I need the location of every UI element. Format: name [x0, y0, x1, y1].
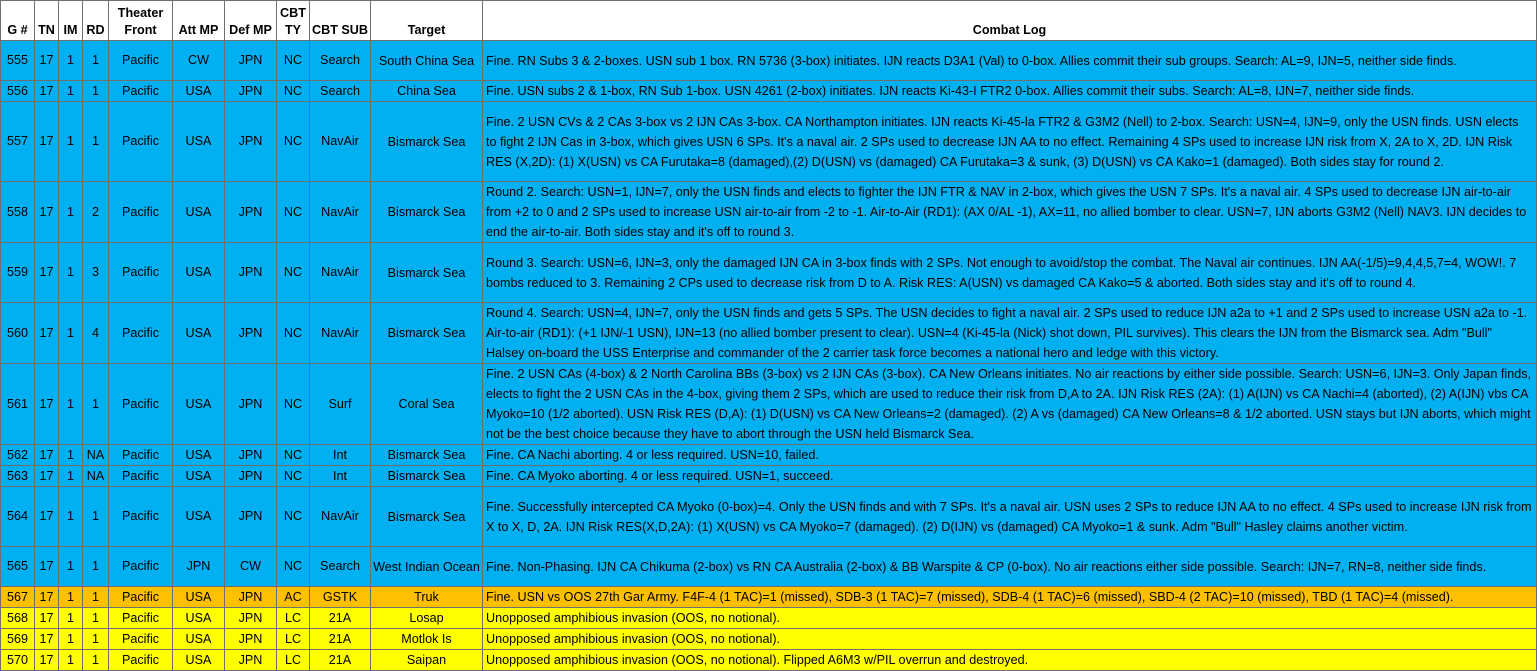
cell-game-number: 563 — [1, 466, 35, 487]
cell-defender-mp: JPN — [225, 243, 277, 303]
cell-target: China Sea — [371, 81, 483, 102]
cell-defender-mp: JPN — [225, 487, 277, 547]
cell-theater-front: Pacific — [109, 650, 173, 671]
cell-combat-log: Fine. 2 USN CAs (4-box) & 2 North Carolina BBs (3-box) vs 2 IJN CAs (3-box). CA New Orleans initiates. No air reactions by either side possible. Search: USN=6, IJN=3. Only Japan finds, elects to fight the 2 USN CAs in the 4-box, giving them 2 SPs, which are used to reduce their risk from D,A to 2A. IJN Risk RES (2A): (1) A(IJN) vs CA Nachi=4 (aborted), (2) A(IJN) vbs CA Myoko=10 (1/2 aborted). USN Risk RES (D,A): (1) D(USN) vs CA New Orleans=2 (damaged). (2) A vs (damaged) CA New Orleans=8 & 1/2 aborted. USN stays but IJN aborts, which might not be the best choice because they have to abort through the USN held Bismarck Sea. — [483, 364, 1537, 445]
cell-attacker-mp: USA — [173, 182, 225, 243]
cell-turn-number: 17 — [35, 547, 59, 587]
cell-game-number: 562 — [1, 445, 35, 466]
cell-attacker-mp: USA — [173, 587, 225, 608]
cell-combat-sub: 21A — [310, 650, 371, 671]
cell-combat-sub: 21A — [310, 629, 371, 650]
cell-defender-mp: JPN — [225, 41, 277, 81]
cell-game-number: 567 — [1, 587, 35, 608]
cell-combat-log: Fine. 2 USN CVs & 2 CAs 3-box vs 2 IJN CAs 3-box. CA Northampton initiates. IJN reacts Ki-45-la FTR2 & G3M2 (Nell) to 2-box. Search: USN=4, IJN=9, only the USN finds. USN elects to fight 2 IJN Cas in 3-box, which gives USN 6 SPs. It's a naval air. 2 SPs used to decrease IJN AA to no effect. Remaining 4 SPs used to increase IJN risk from X, 2A to X, 2D. IJN Risk RES (X,2D): (1) X(USN) vs CA Furutaka=8 (damaged),(2) D(USN) vs (damaged) CA Furutaka=3 & sunk, (3) D(USN) vs CA Kako=1 (damaged). Both sides stay for round 2. — [483, 102, 1537, 182]
cell-combat-sub: 21A — [310, 608, 371, 629]
header-row — [1, 1, 1537, 41]
cell-attacker-mp: USA — [173, 303, 225, 364]
cell-game-number: 561 — [1, 364, 35, 445]
cell-defender-mp: JPN — [225, 445, 277, 466]
cell-turn-number: 17 — [35, 487, 59, 547]
table-row — [1, 587, 1537, 608]
cell-target: Losap — [371, 608, 483, 629]
table-row — [1, 364, 1537, 445]
cell-target: Bismarck Sea — [371, 102, 483, 182]
table-row — [1, 303, 1537, 364]
cell-target: Bismarck Sea — [371, 243, 483, 303]
cell-combat-type: LC — [277, 650, 310, 671]
cell-impulse: 1 — [59, 41, 83, 81]
table-row — [1, 608, 1537, 629]
header-target: Target — [371, 1, 483, 41]
cell-target: Truk — [371, 587, 483, 608]
cell-combat-sub: NavAir — [310, 243, 371, 303]
table-row — [1, 182, 1537, 243]
cell-round: 1 — [83, 650, 109, 671]
cell-combat-sub: Int — [310, 445, 371, 466]
cell-impulse: 1 — [59, 629, 83, 650]
cell-combat-type: NC — [277, 487, 310, 547]
cell-round: 3 — [83, 243, 109, 303]
header-rd: RD — [83, 1, 109, 41]
header-theater: Theater Front — [109, 1, 173, 41]
cell-round: 4 — [83, 303, 109, 364]
header-game: G # — [1, 1, 35, 41]
header-tn: TN — [35, 1, 59, 41]
cell-defender-mp: JPN — [225, 466, 277, 487]
cell-combat-log: Round 3. Search: USN=6, IJN=3, only the damaged IJN CA in 3-box finds with 2 SPs. Not enough to avoid/stop the combat. The Naval air continues. IJN AA(-1/5)=9,4,4,5,7=4, WOW!. 7 bombs reduced to 3. Remaining 2 CPs used to decrease risk from D to A. Risk RES: A(USN) vs damaged CA Kako=5 & aborted. Both sides stay and it's off to round 4. — [483, 243, 1537, 303]
cell-game-number: 565 — [1, 547, 35, 587]
cell-combat-type: NC — [277, 81, 310, 102]
header-def-mp: Def MP — [225, 1, 277, 41]
cell-defender-mp: JPN — [225, 608, 277, 629]
cell-combat-log: Fine. USN subs 2 & 1-box, RN Sub 1-box. USN 4261 (2-box) initiates. IJN reacts Ki-43-I FTR2 0-box. Allies commit their subs. Search: AL=8, IJN=7, neither side finds. — [483, 81, 1537, 102]
cell-round: 1 — [83, 547, 109, 587]
cell-theater-front: Pacific — [109, 81, 173, 102]
cell-combat-type: NC — [277, 303, 310, 364]
cell-round: 2 — [83, 182, 109, 243]
cell-turn-number: 17 — [35, 650, 59, 671]
cell-combat-type: NC — [277, 547, 310, 587]
table-row — [1, 629, 1537, 650]
table-row — [1, 487, 1537, 547]
cell-combat-type: NC — [277, 102, 310, 182]
cell-combat-sub: NavAir — [310, 102, 371, 182]
cell-game-number: 560 — [1, 303, 35, 364]
cell-theater-front: Pacific — [109, 608, 173, 629]
cell-impulse: 1 — [59, 587, 83, 608]
cell-combat-sub: Search — [310, 547, 371, 587]
cell-combat-sub: Search — [310, 81, 371, 102]
cell-impulse: 1 — [59, 303, 83, 364]
table-row — [1, 81, 1537, 102]
cell-game-number: 557 — [1, 102, 35, 182]
cell-defender-mp: JPN — [225, 81, 277, 102]
cell-combat-log: Fine. RN Subs 3 & 2-boxes. USN sub 1 box. RN 5736 (3-box) initiates. IJN reacts D3A1 (Val) to 0-box. Allies commit their sub groups. Search: AL=9, IJN=5, neither side finds. — [483, 41, 1537, 81]
cell-theater-front: Pacific — [109, 587, 173, 608]
cell-combat-log: Unopposed amphibious invasion (OOS, no notional). Flipped A6M3 w/PIL overrun and destroyed. — [483, 650, 1537, 671]
cell-theater-front: Pacific — [109, 445, 173, 466]
table-row — [1, 41, 1537, 81]
cell-attacker-mp: USA — [173, 364, 225, 445]
cell-impulse: 1 — [59, 466, 83, 487]
cell-attacker-mp: USA — [173, 81, 225, 102]
cell-combat-type: LC — [277, 608, 310, 629]
cell-round: 1 — [83, 608, 109, 629]
cell-combat-log: Fine. CA Myoko aborting. 4 or less required. USN=1, succeed. — [483, 466, 1537, 487]
cell-combat-log: Fine. USN vs OOS 27th Gar Army. F4F-4 (1 TAC)=1 (missed), SDB-3 (1 TAC)=7 (missed), SDB-4 (1 TAC)=6 (missed), SBD-4 (2 TAC)=10 (missed), TBD (1 TAC)=4 (missed). — [483, 587, 1537, 608]
cell-game-number: 556 — [1, 81, 35, 102]
cell-combat-type: NC — [277, 41, 310, 81]
cell-theater-front: Pacific — [109, 364, 173, 445]
cell-attacker-mp: CW — [173, 41, 225, 81]
table-row — [1, 466, 1537, 487]
cell-combat-log: Round 4. Search: USN=4, IJN=7, only the USN finds and gets 5 SPs. The USN decides to fight a naval air. 2 SPs used to reduce IJN a2a to +1 and 2 SPs used to increase USN a2a to -1. Air-to-air (RD1): (+1 IJN/-1 USN), IJN=13 (no allied bomber present to clear). USN=4 (Ki-45-la (Nick) shot down, PIL survives). This clears the IJN from the Bismarck sea. Adm "Bull" Halsey on-board the USS Enterprise and commander of the 2 carrier task force becomes a national hero and ledge with this victory. — [483, 303, 1537, 364]
cell-round: NA — [83, 466, 109, 487]
cell-target: Coral Sea — [371, 364, 483, 445]
cell-round: 1 — [83, 41, 109, 81]
cell-combat-log: Round 2. Search: USN=1, IJN=7, only the USN finds and elects to fighter the IJN FTR & NAV in 2-box, which gives the USN 7 SPs. It's a naval air. 4 SPs used to decrease IJN air-to-air from +2 to 0 and 2 SPs used to increase USN air-to-air from -2 to -1. Air-to-Air (RD1): (AX 0/AL -1), AX=11, no allied bomber to clear. USN=7, IJN aborts G3M2 (Nell) NAV3. IJN decides to end the air-to-air. Both sides stay and it's off to round 3. — [483, 182, 1537, 243]
cell-defender-mp: CW — [225, 547, 277, 587]
cell-theater-front: Pacific — [109, 629, 173, 650]
cell-round: 1 — [83, 487, 109, 547]
header-att-mp: Att MP — [173, 1, 225, 41]
header-combat-log: Combat Log — [483, 1, 1537, 41]
cell-round: 1 — [83, 587, 109, 608]
cell-target: Bismarck Sea — [371, 445, 483, 466]
cell-theater-front: Pacific — [109, 182, 173, 243]
cell-attacker-mp: USA — [173, 650, 225, 671]
cell-turn-number: 17 — [35, 445, 59, 466]
cell-attacker-mp: USA — [173, 243, 225, 303]
cell-combat-log: Fine. CA Nachi aborting. 4 or less required. USN=10, failed. — [483, 445, 1537, 466]
table-row — [1, 445, 1537, 466]
cell-combat-sub: NavAir — [310, 303, 371, 364]
header-cbt-ty: CBT TY — [277, 1, 310, 41]
cell-turn-number: 17 — [35, 466, 59, 487]
cell-turn-number: 17 — [35, 629, 59, 650]
cell-combat-type: NC — [277, 182, 310, 243]
cell-turn-number: 17 — [35, 587, 59, 608]
cell-combat-log: Fine. Non-Phasing. IJN CA Chikuma (2-box) vs RN CA Australia (2-box) & BB Warspite & CP (0-box). No air reactions either side possible. Search: IJN=7, RN=8, neither side finds. — [483, 547, 1537, 587]
cell-defender-mp: JPN — [225, 364, 277, 445]
cell-combat-log: Unopposed amphibious invasion (OOS, no notional). — [483, 629, 1537, 650]
cell-defender-mp: JPN — [225, 629, 277, 650]
cell-impulse: 1 — [59, 364, 83, 445]
cell-theater-front: Pacific — [109, 466, 173, 487]
cell-combat-type: NC — [277, 243, 310, 303]
table-row — [1, 547, 1537, 587]
header-im: IM — [59, 1, 83, 41]
cell-game-number: 570 — [1, 650, 35, 671]
cell-impulse: 1 — [59, 182, 83, 243]
table-body — [1, 41, 1537, 671]
cell-impulse: 1 — [59, 547, 83, 587]
cell-combat-type: NC — [277, 445, 310, 466]
cell-impulse: 1 — [59, 487, 83, 547]
cell-target: Bismarck Sea — [371, 182, 483, 243]
cell-turn-number: 17 — [35, 243, 59, 303]
cell-combat-sub: GSTK — [310, 587, 371, 608]
cell-defender-mp: JPN — [225, 182, 277, 243]
cell-combat-sub: Search — [310, 41, 371, 81]
cell-target: Saipan — [371, 650, 483, 671]
cell-combat-type: NC — [277, 364, 310, 445]
cell-attacker-mp: USA — [173, 487, 225, 547]
cell-target: West Indian Ocean — [371, 547, 483, 587]
cell-game-number: 568 — [1, 608, 35, 629]
cell-target: Bismarck Sea — [371, 466, 483, 487]
cell-turn-number: 17 — [35, 608, 59, 629]
cell-attacker-mp: USA — [173, 466, 225, 487]
cell-turn-number: 17 — [35, 364, 59, 445]
cell-combat-sub: Int — [310, 466, 371, 487]
cell-game-number: 569 — [1, 629, 35, 650]
cell-impulse: 1 — [59, 102, 83, 182]
cell-round: 1 — [83, 629, 109, 650]
cell-defender-mp: JPN — [225, 650, 277, 671]
cell-combat-type: NC — [277, 466, 310, 487]
cell-target: Bismarck Sea — [371, 487, 483, 547]
cell-round: NA — [83, 445, 109, 466]
cell-combat-type: AC — [277, 587, 310, 608]
cell-theater-front: Pacific — [109, 547, 173, 587]
cell-theater-front: Pacific — [109, 41, 173, 81]
cell-defender-mp: JPN — [225, 102, 277, 182]
cell-round: 1 — [83, 102, 109, 182]
cell-impulse: 1 — [59, 608, 83, 629]
cell-combat-log: Fine. Successfully intercepted CA Myoko (0-box)=4. Only the USN finds and with 7 SPs. It's a naval air. USN uses 2 SPs to reduce IJN AA to no effect. 4 SPs used to increase IJN risk from X to X, D, 2A. IJN Risk RES(X,D,2A): (1) X(USN) vs CA Myoko=7 (damaged). (2) D(IJN) vs (damaged) CA Myoko=1 & sunk. Adm "Bull" Hasley claims another victim. — [483, 487, 1537, 547]
table-row — [1, 102, 1537, 182]
cell-game-number: 555 — [1, 41, 35, 81]
cell-turn-number: 17 — [35, 81, 59, 102]
cell-round: 1 — [83, 81, 109, 102]
cell-turn-number: 17 — [35, 303, 59, 364]
cell-defender-mp: JPN — [225, 303, 277, 364]
cell-combat-sub: NavAir — [310, 487, 371, 547]
cell-target: South China Sea — [371, 41, 483, 81]
cell-theater-front: Pacific — [109, 243, 173, 303]
cell-impulse: 1 — [59, 445, 83, 466]
cell-turn-number: 17 — [35, 41, 59, 81]
cell-target: Bismarck Sea — [371, 303, 483, 364]
cell-combat-sub: Surf — [310, 364, 371, 445]
cell-combat-log: Unopposed amphibious invasion (OOS, no notional). — [483, 608, 1537, 629]
cell-theater-front: Pacific — [109, 487, 173, 547]
cell-game-number: 564 — [1, 487, 35, 547]
table-row — [1, 650, 1537, 671]
cell-attacker-mp: USA — [173, 629, 225, 650]
cell-combat-sub: NavAir — [310, 182, 371, 243]
cell-turn-number: 17 — [35, 102, 59, 182]
cell-impulse: 1 — [59, 650, 83, 671]
cell-defender-mp: JPN — [225, 587, 277, 608]
cell-attacker-mp: USA — [173, 102, 225, 182]
cell-target: Motlok Is — [371, 629, 483, 650]
cell-round: 1 — [83, 364, 109, 445]
cell-attacker-mp: JPN — [173, 547, 225, 587]
cell-turn-number: 17 — [35, 182, 59, 243]
cell-game-number: 559 — [1, 243, 35, 303]
table-row — [1, 243, 1537, 303]
cell-impulse: 1 — [59, 243, 83, 303]
cell-theater-front: Pacific — [109, 102, 173, 182]
header-cbt-sub: CBT SUB — [310, 1, 371, 41]
cell-attacker-mp: USA — [173, 608, 225, 629]
cell-attacker-mp: USA — [173, 445, 225, 466]
cell-combat-type: LC — [277, 629, 310, 650]
cell-theater-front: Pacific — [109, 303, 173, 364]
cell-impulse: 1 — [59, 81, 83, 102]
cell-game-number: 558 — [1, 182, 35, 243]
